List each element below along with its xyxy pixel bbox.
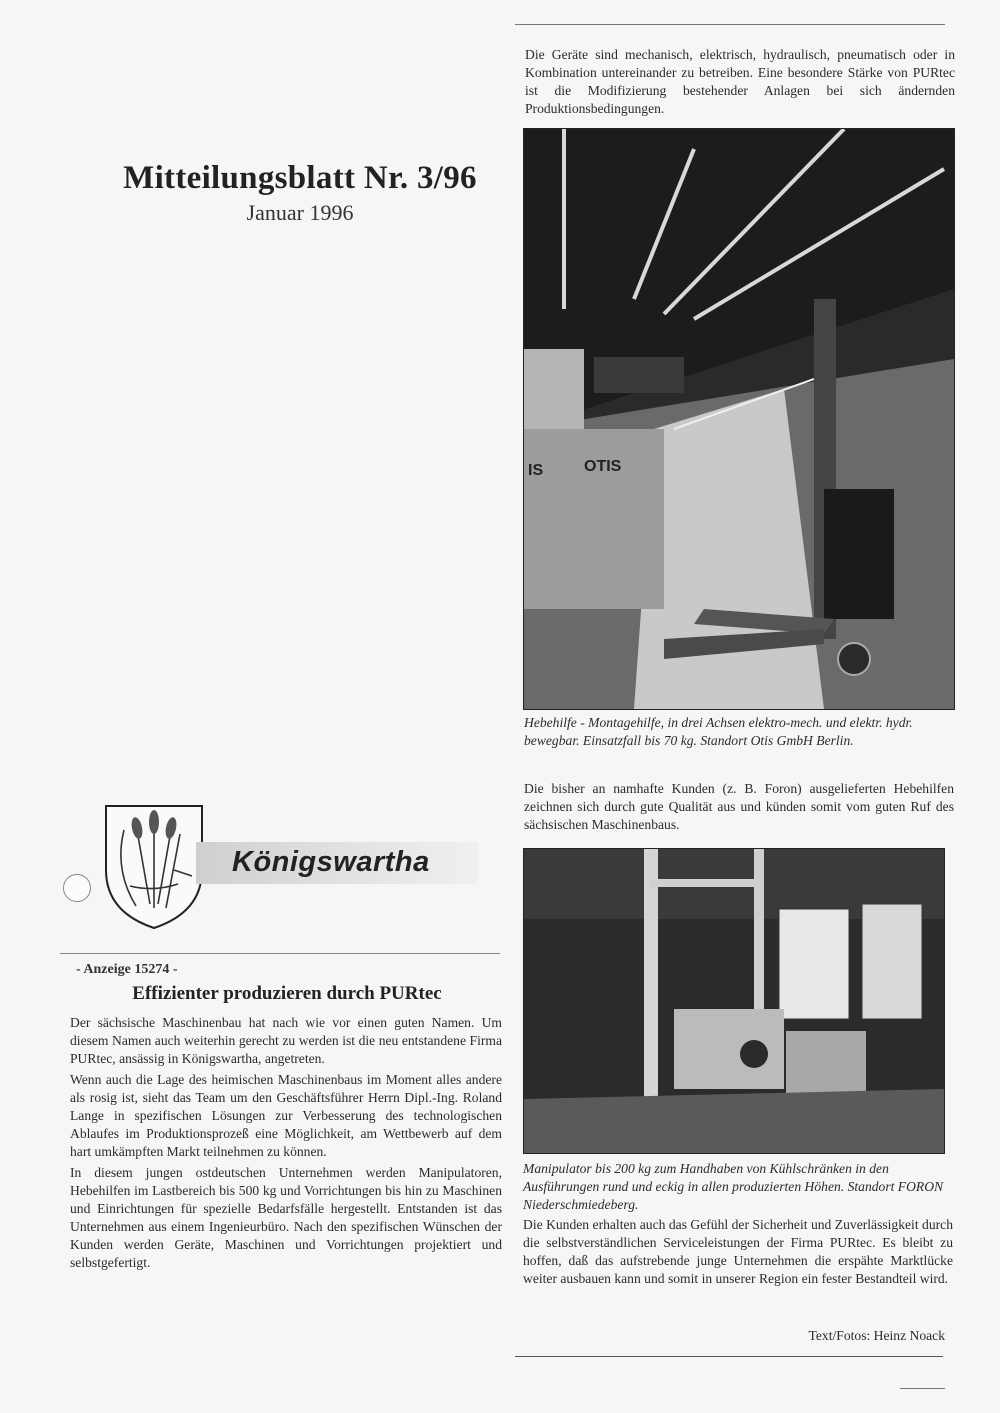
photo-caption-2: Manipulator bis 200 kg zum Handhaben von Kühlschränken in den Ausführungen rund und eckig in allen produzierten Höhen. Standort FORON Niederschmiedeberg. bbox=[523, 1161, 944, 1212]
photo-sign: OTIS bbox=[584, 458, 622, 475]
masthead-title: Mitteilungsblatt Nr. 3/96 bbox=[123, 160, 477, 196]
paragraph: Wenn auch die Lage des heimischen Maschinenbaus im Moment alles andere als rosig ist, sieht das Team um den Geschäftsführer Herrn Dipl.-Ing. Roland Lange in spezifischen Lösungen zur Verbesserung des technologischen Ablaufes im Produktionsprozeß eine Möglichkeit, am Wettbewerb auf dem hart umkämpften Markt teilnehmen zu können. bbox=[70, 1072, 502, 1159]
article-body-right-top: Die Geräte sind mechanisch, elektrisch, hydraulisch, pneumatisch oder in Kombination untereinander zu betreiben. Eine besondere Stärke von PURtec ist die Modifizierung bestehender Anlagen bei sich ändernden Produktionsbedingungen. bbox=[525, 47, 955, 116]
ad-label: - Anzeige 15274 - bbox=[76, 962, 178, 977]
article-body-right-mid: Die bisher an namhafte Kunden (z. B. Foron) ausgelieferten Hebehilfen zeichnen sich durch gute Qualität aus und künden somit vom guten Ruf des sächsischen Maschinenbaus. bbox=[524, 781, 954, 832]
divider-article bbox=[60, 953, 500, 954]
photo-credit: Text/Fotos: Heinz Noack bbox=[808, 1328, 945, 1343]
punch-hole bbox=[63, 874, 91, 902]
coat-of-arms-icon bbox=[100, 800, 208, 932]
paragraph: In diesem jungen ostdeutschen Unternehmen werden Manipulatoren, Hebehilfen im Lastbereich bis 500 kg und Vorrichtungen bis hin zu Maschinen und Einrichtungen für spezielle Bedarfsfälle hergestellt. Entstanden ist das Unternehmen aus einem Ingenieurbüro. Nach den spezifischen Wünschen der Kunden werden Geräte, Maschinen und Vorrichtungen projektiert und selbstgefertigt. bbox=[70, 1165, 502, 1270]
masthead-date: Januar 1996 bbox=[246, 200, 354, 225]
photo-caption-1: Hebehilfe - Montagehilfe, in drei Achsen elektro-mech. und elektr. hydr. bewegbar. Einsatzfall bis 70 kg. Standort Otis GmbH Berlin. bbox=[524, 715, 913, 748]
divider-foot bbox=[900, 1388, 945, 1389]
divider-top-right bbox=[515, 24, 945, 25]
paragraph: Der sächsische Maschinenbau hat nach wie vor einen guten Namen. Um diesem Namen auch weiterhin gerecht zu werden ist die neu entstandene Firma PURtec, ansässig in Königswartha, angetreten. bbox=[70, 1015, 502, 1066]
photo-sign-left: IS bbox=[528, 462, 544, 479]
article-headline: Effizienter produzieren durch PURtec bbox=[132, 983, 442, 1004]
divider-bottom-right bbox=[515, 1356, 943, 1357]
photo-lifting-aid bbox=[523, 128, 955, 710]
town-name: Königswartha bbox=[232, 846, 430, 878]
article-body-left bbox=[70, 1014, 502, 1275]
photo-manipulator bbox=[523, 848, 945, 1154]
article-body-right-bottom: Die Kunden erhalten auch das Gefühl der Sicherheit und Zuverlässigkeit durch die selbstverständlichen Serviceleistungen der Firma PURtec. Es bleibt zu hoffen, daß das aufstrebende junge Unternehmen die erspähte Marktlücke weiter ausbauen kann und somit in unserer Region ein fester Bestandteil wird. bbox=[523, 1217, 953, 1286]
